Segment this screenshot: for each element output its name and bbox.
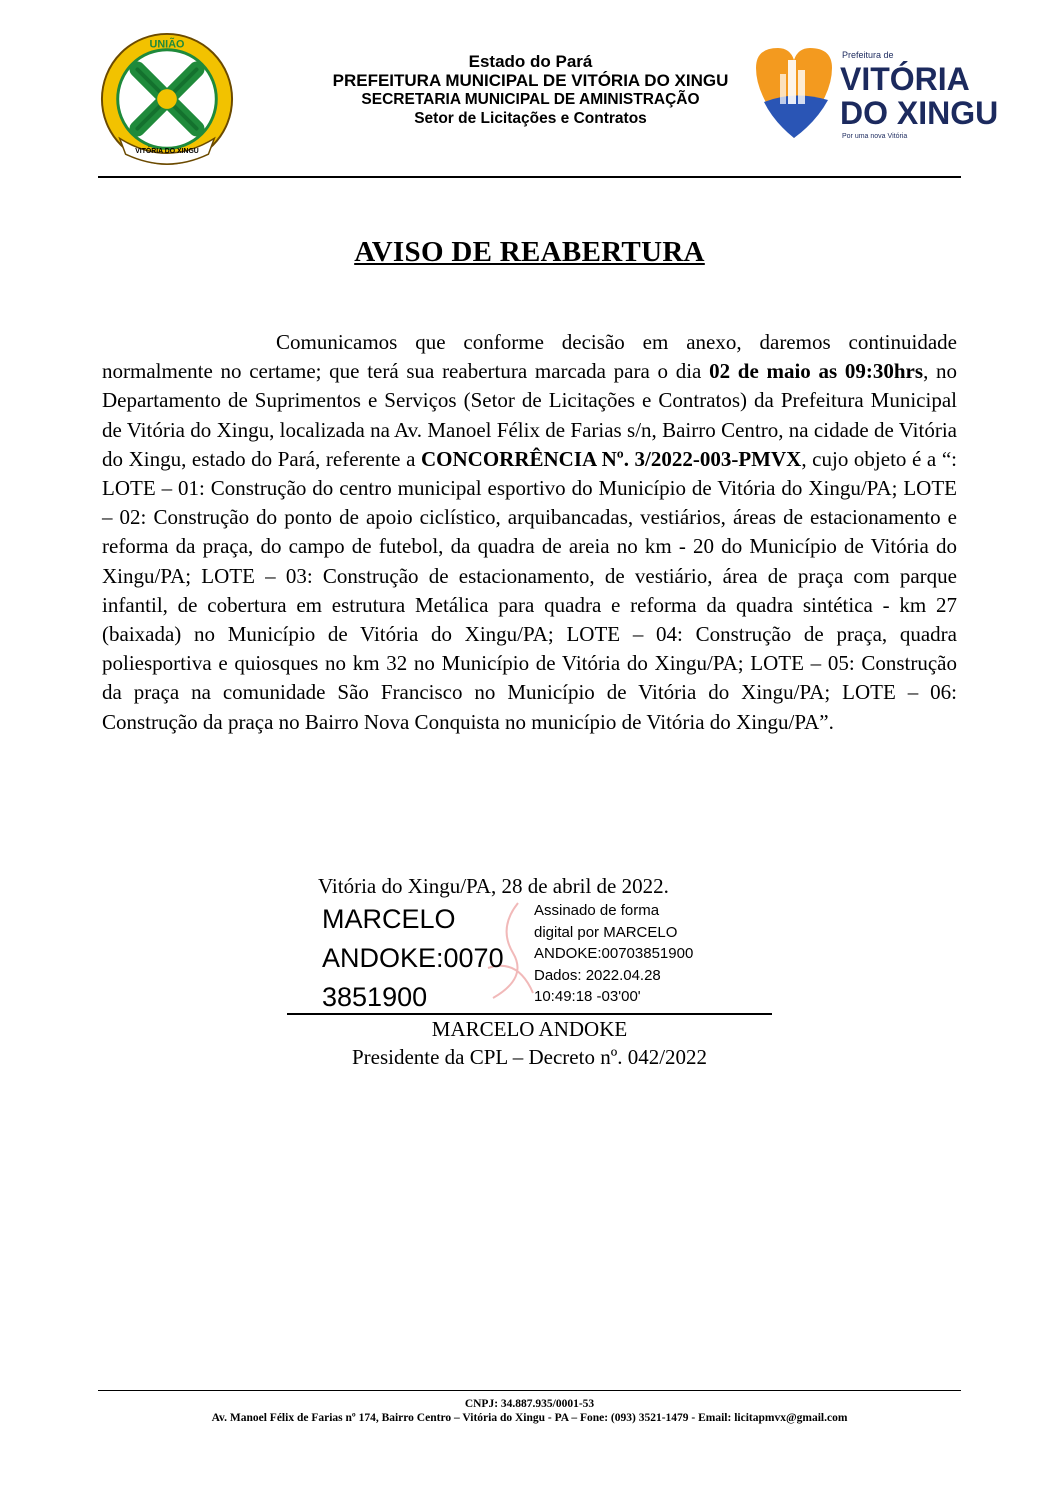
reopening-date: 02 de maio as 09:30hrs (709, 359, 924, 384)
footer-cnpj: CNPJ: 34.887.935/0001-53 (464, 1398, 595, 1410)
digital-signature-name (322, 900, 504, 1017)
header-divider (98, 176, 961, 178)
document-title: AVISO DE REABERTURA (354, 236, 705, 268)
secretariat-name: SECRETARIA MUNICIPAL DE AMINISTRAÇÃO (361, 91, 700, 108)
logo-line2: DO XINGU (840, 95, 999, 131)
digital-name-line-3: 3851900 (322, 982, 428, 1012)
footer-address: Av. Manoel Félix de Farias nº 174, Bairro Centro – Vitória do Xingu - PA – Fone: (093) 3521-1479 - Email: licitapmvx@gmail.com (211, 1412, 848, 1424)
crest-text-top: UNIÃO (149, 38, 185, 51)
logo-line1: VITÓRIA (840, 61, 970, 97)
place-and-date: Vitória do Xingu/PA, 28 de abril de 2022. (318, 874, 669, 898)
body-part-1: Comunicamos que conforme decisão em anexo, daremos continuidade normalmente no certame; que terá sua reabertura marcada para o dia (102, 330, 957, 384)
logo-small-text: Prefeitura de (842, 50, 894, 60)
crest-text-bottom: VITÓRIA DO XINGU (135, 148, 199, 156)
body-part-3: , cujo objeto é a “: LOTE – 01: Construção do centro municipal esportivo do Município de Vitória do Xingu/PA; LOTE – 02: Construção do ponto de apoio ciclístico, arquibancadas, vestiários, áreas de estacionamento e reforma da praça, do campo de futebol, da quadra de areia no km - 20 do Município de Vitória do Xingu/PA; LOTE – 03: Construção de estacionamento, de vestiário, área de praça com parque infantil, de cobertura em estrutura Metálica para quadra e reforma da quadra sintética - km 27 (baixada) no Município de Vitória do Xingu/PA; LOTE – 04: Construção de praça, quadra poliesportiva e quiosques no km 32 no Município de Vitória do Xingu/PA; LOTE – 05: Construção da praça na comunidade São Francisco no Município de Vitória do Xingu/PA; LOTE – 06: Construção da praça no Bairro Nova Conquista no município de Vitória do Xingu/PA”. (102, 446, 957, 734)
municipal-crest-icon (98, 30, 236, 168)
process-number: CONCORRÊNCIA Nº. 3/2022-003-PMVX (421, 446, 802, 471)
digital-note-line-5: 10:49:18 -03'00' (534, 988, 641, 1005)
digital-name-line-2: ANDOKE:0070 (322, 943, 504, 973)
municipality-name: PREFEITURA MUNICIPAL DE VITÓRIA DO XINGU (332, 71, 729, 90)
digital-note-line-2: digital por MARCELO (534, 923, 678, 941)
signer-role: Presidente da CPL – Decreto nº. 042/2022 (351, 1045, 708, 1069)
digital-note-line-4: Dados: 2022.04.28 (534, 966, 661, 984)
digital-signature-note (534, 900, 693, 1008)
body-part-2: , no Departamento de Suprimentos e Serviços (Setor de Licitações e Contratos) da Prefeitura Municipal de Vitória do Xingu, localizada na Av. Manoel Félix de Farias s/n, Bairro Centro, na cidade de Vitória do Xingu, estado do Pará, referente a (102, 359, 958, 471)
footer-divider (98, 1390, 961, 1391)
notice-body (102, 328, 957, 737)
digital-note-line-3: ANDOKE:00703851900 (534, 945, 694, 962)
city-logo-icon (750, 42, 999, 142)
signer-name: MARCELO ANDOKE (431, 1017, 628, 1041)
digital-note-line-1: Assinado de forma (534, 902, 660, 919)
logo-tagline: Por uma nova Vitória (842, 133, 908, 140)
digital-name-line-1: MARCELO (322, 904, 456, 934)
department-name: Setor de Licitações e Contratos (414, 110, 647, 127)
state-name: Estado do Pará (468, 52, 593, 71)
letterhead (98, 30, 999, 178)
header-text-block (258, 52, 803, 128)
